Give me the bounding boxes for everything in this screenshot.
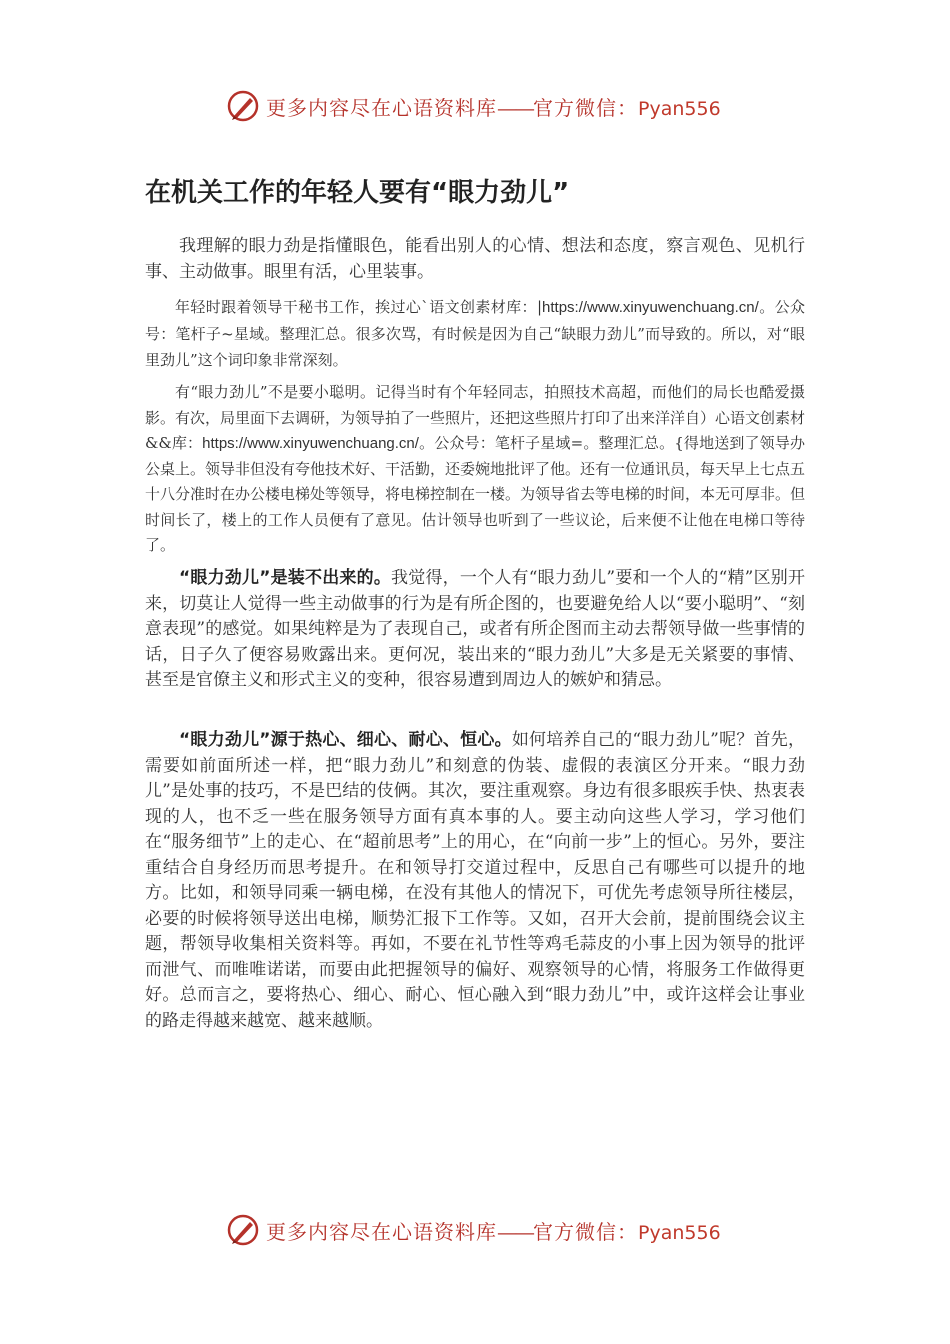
header-banner <box>226 86 746 126</box>
paragraph-3: 有“眼力劲儿”不是要小聪明。记得当时有个年轻同志，拍照技术高超，而他们的局长也酷爱摄影。有次，局里面下去调研，为领导拍了一些照片，还把这些照片打印了出来洋洋自）心语文创素材&&库：https://www.xinyuwenchuang.cn/。公众号：笔杆子星域=。整理汇总。{得地送到了领导办公桌上。领导非但没有夸他技术好、干活勤，还委婉地批评了他。还有一位通讯员，每天早上七点五十八分准时在办公楼电梯处等领导，将电梯控制在一楼。为领导省去等电梯的时间，本无可厚非。但时间长了，楼上的工作人员便有了意见。估计领导也听到了一些议论，后来便不让他在电梯口等待了。 <box>145 383 806 554</box>
banner-text: 更多内容尽在心语资料库——官方微信：Pyan556 <box>266 1219 721 1244</box>
source-url: https://www.xinyuwenchuang.cn/ <box>202 435 419 452</box>
banner-text: 更多内容尽在心语资料库——官方微信：Pyan556 <box>266 95 721 120</box>
paragraph-heading: “眼力劲儿”是装不出来的。 <box>179 568 392 588</box>
wechat-id: Pyan556 <box>638 1221 721 1244</box>
article-title: 在机关工作的年轻人要有“眼力劲儿” <box>145 178 570 208</box>
pen-logo-icon <box>226 1213 260 1247</box>
paragraph-heading: “眼力劲儿”源于热心、细心、耐心、恒心。 <box>179 730 512 750</box>
paragraph-5: “眼力劲儿”源于热心、细心、耐心、恒心。如何培养自己的“眼力劲儿”呢？首先，需要如前面所述一样，把“眼力劲儿”和刻意的伪装、虚假的表演区分开来。“眼力劲儿”是处事的技巧，不是巴结的伎俩。其次，要注重观察。身边有很多眼疾手快、热衷表现的人，也不乏一些在服务领导方面有真本事的人。要主动向这些人学习，学习他们在“服务细节”上的走心、在“超前思考”上的用心，在“向前一步”上的恒心。另外，要注重结合自身经历而思考提升。在和领导打交道过程中，反思自己有哪些可以提升的地方。比如，和领导同乘一辆电梯，在没有其他人的情况下，可优先考虑领导所往楼层，必要的时候将领导送出电梯，顺势汇报下工作等。又如，召开大会前，提前围绕会议主题，帮领导收集相关资料等。再如，不要在礼节性等鸡毛蒜皮的小事上因为领导的批评而泄气、而唯唯诺诺，而要由此把握领导的偏好、观察领导的心情，将服务工作做得更好。总而言之，要将热心、细心、耐心、恒心融入到“眼力劲儿”中，或许这样会让事业的路走得越来越宽、越来越顺。 <box>145 730 805 1031</box>
paragraph-1: 我理解的眼力劲是指懂眼色，能看出别人的心情、想法和态度，察言观色、见机行事、主动做事。眼里有活，心里装事。 <box>145 236 805 282</box>
source-url: https://www.xinyuwenchuang.cn/ <box>542 299 759 316</box>
footer-banner <box>226 1210 746 1250</box>
paragraph-4: “眼力劲儿”是装不出来的。我觉得，一个人有“眼力劲儿”要和一个人的“精”区别开来，切莫让人觉得一些主动做事的行为是有所企图的，也要避免给人以“要小聪明”、“刻意表现”的感觉。如果纯粹是为了表现自己，或者有所企图而主动去帮领导做一些事情的话，日子久了便容易败露出来。更何况，装出来的“眼力劲儿”大多是无关紧要的事情、甚至是官僚主义和形式主义的变种，很容易遭到周边人的嫉妒和猜忌。 <box>145 568 805 690</box>
paragraph-2: 年轻时跟着领导干秘书工作，挨过心`语文创素材库：|https://www.xinyuwenchuang.cn/。公众号：笔杆子~星域。整理汇总。很多次骂，有时候是因为自己“缺眼力劲儿”而导致的。所以，对“眼里劲儿”这个词印象非常深刻。 <box>145 298 805 369</box>
pen-logo-icon <box>226 89 260 123</box>
wechat-id: Pyan556 <box>638 97 721 120</box>
